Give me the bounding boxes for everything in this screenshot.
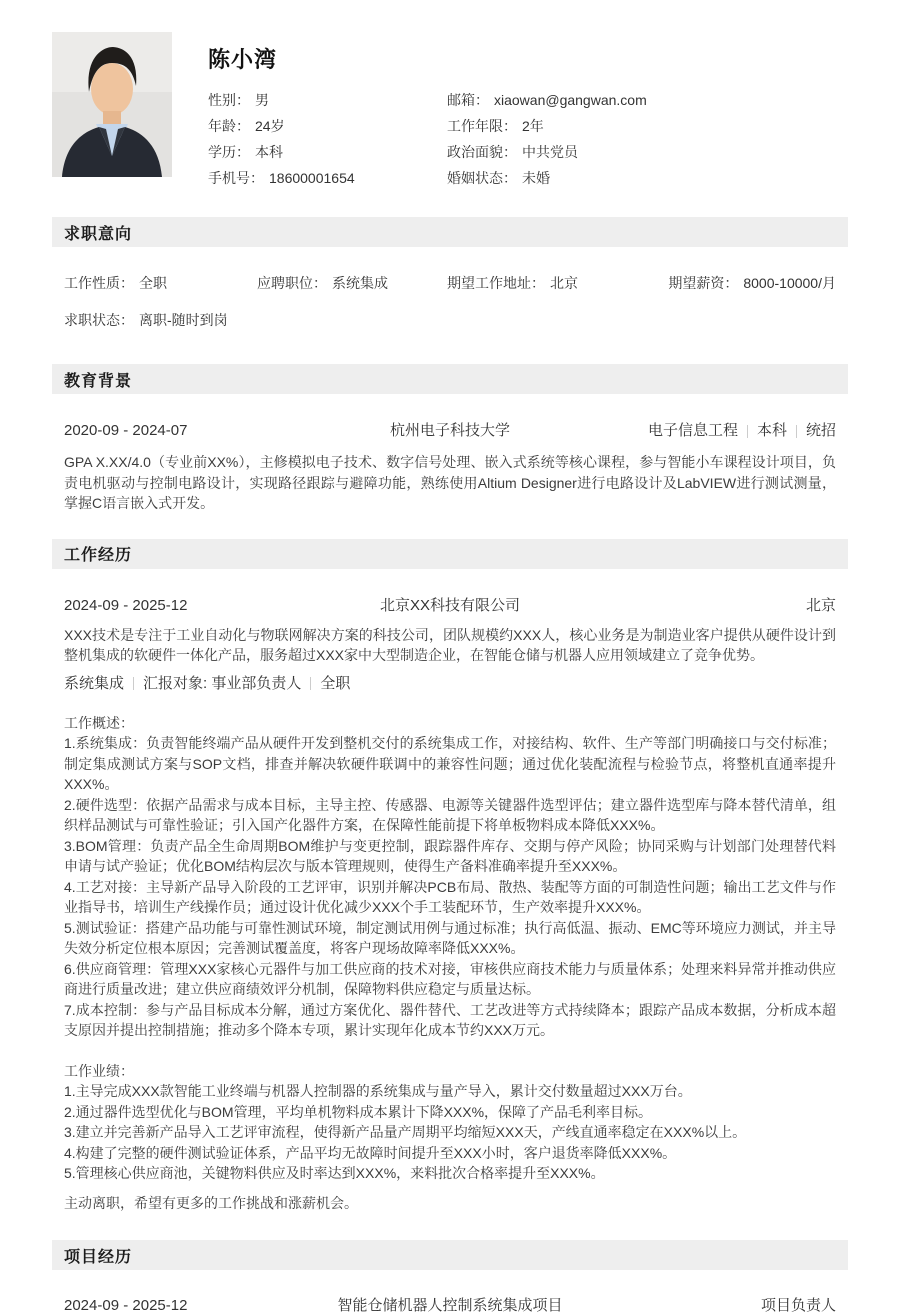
work-overview-block (64, 713, 836, 1041)
section-project-experience (52, 1240, 848, 1314)
project-body (52, 1298, 848, 1314)
education-body (52, 423, 848, 514)
work-achievement-item: 2.通过器件选型优化与BOM管理，平均单机物料成本累计下降XXX%，保障了产品毛利率目标。 (64, 1103, 653, 1120)
section-title: 工作经历 (64, 547, 133, 564)
company-intro: XXX技术是专注于工业自动化与物联网解决方案的科技公司，团队规模约XXX人，核心业务是为制造业客户提供从硬件设计到整机集成的软硬件一体化产品，服务超过XXX家中大型制造企业，在智能仓储与机器人应用领域建立了竞争优势。 (64, 626, 836, 663)
section-title-bar (52, 539, 848, 569)
work-overview-item: 7.成本控制：参与产品目标成本分解，通过方案优化、器件替代、工艺改进等方式持续降本；跟踪产品成本数据，分析成本超支原因并提出控制措施；推动多个降本专项，累计实现年化成本节约XXX万元。 (64, 1001, 836, 1038)
work-overview-item: 1.系统集成：负责智能终端产品从硬件开发到整机交付的系统集成工作，对接结构、软件、生产等部门明确接口与交付标准；制定集成测试方案与SOP文档，排查并解决软硬件联调中的兼容性问题；通过优化装配流程与检验节点，将整机直通率提升XXX%。 (64, 735, 836, 792)
section-title-bar (52, 217, 848, 247)
section-title-bar (52, 364, 848, 394)
project-name: 智能仓储机器人控制系统集成项目 (337, 1297, 563, 1314)
work-overview-item: 2.硬件选型：依据产品需求与成本目标，主导主控、传感器、电源等关键器件选型评估；建立器件选型库与降本替代清单，组织样品测试与可靠性验证；引入国产化器件方案，在保障性能前提下将单板物料成本降低XXX%。 (64, 796, 836, 833)
intent-location: 期望工作地址： 北京 (447, 275, 578, 291)
work-achievement-item: 4.构建了完整的硬件测试验证体系，产品平均无故障时间提升至XXX小时，客户退货率降低XXX%。 (64, 1144, 677, 1161)
header-info (208, 32, 848, 185)
field-gender: 性别： 男 (208, 92, 269, 108)
field-marital-status: 婚姻状态： 未婚 (447, 170, 550, 186)
work-overview-item: 4.工艺对接：主导新产品导入阶段的工艺评审，识别并解决PCB布局、散热、装配等方面的可制造性问题；输出工艺文件与作业指导书，培训生产线操作员；通过设计优化减少XXX个手工装配环节，生产效率提升XXX%。 (64, 878, 836, 915)
work-overview-item: 3.BOM管理：负责产品全生命周期BOM维护与变更控制，跟踪器件库存、交期与停产风险；协同采购与计划部门处理替代料申请与试产验证；优化BOM结构层次与版本管理规则，使得生产备料准确率提升至XXX%。 (64, 837, 836, 874)
resume-header (52, 0, 848, 185)
work-meta-row (64, 598, 836, 614)
education-degree: 本科 (756, 422, 787, 439)
work-body (52, 598, 848, 1214)
education-meta-row (64, 423, 836, 439)
work-position: 系统集成 (64, 674, 125, 692)
profile-photo (52, 32, 172, 177)
section-education (52, 364, 848, 514)
work-achievement-item: 3.建立并完善新产品导入工艺评审流程，使得新产品量产周期平均缩短XXX天，产线直通率稳定在XXX%以上。 (64, 1124, 747, 1140)
intent-position: 应聘职位： 系统集成 (257, 275, 388, 291)
work-overview-item: 5.测试验证：搭建产品功能与可靠性测试环境，制定测试用例与通过标准；执行高低温、振动、EMC等环境应力测试，并主导失效分析定位根本原因；完善测试覆盖度，将客户现场故障率降低XXX%。 (64, 919, 836, 956)
section-title-bar (52, 1240, 848, 1270)
field-age: 年龄： 24岁 (208, 118, 285, 134)
section-title: 项目经历 (64, 1248, 133, 1266)
field-political-status: 政治面貌： 中共党员 (447, 144, 578, 160)
education-school: 杭州电子科技大学 (389, 422, 510, 439)
portrait-image (52, 32, 172, 177)
work-overview-item: 6.供应商管理：管理XXX家核心元器件与加工供应商的技术对接，审核供应商技术能力与质量体系；处理来料异常并推动供应商进行质量改进；建立供应商绩效评分机制，保障物料供应稳定与质量达标。 (64, 960, 836, 997)
leave-reason: 主动离职，希望有更多的工作挑战和涨薪机会。 (64, 1194, 358, 1211)
divider (747, 425, 748, 438)
work-location: 北京 (805, 596, 836, 614)
work-achievements-block (64, 1061, 836, 1184)
education-period: 2020-09 - 2024-07 (64, 422, 188, 439)
work-report-to: 汇报对象: 事业部负责人 (143, 674, 302, 692)
intent-status: 求职状态： 离职-随时到岗 (64, 312, 228, 328)
work-achievement-item: 5.管理核心供应商池，关键物料供应及时率达到XXX%，来料批次合格率提升至XXX%。 (64, 1165, 605, 1181)
work-achievements-title: 工作业绩： (64, 1062, 134, 1079)
intent-salary: 期望薪资： 8000-10000/月 (668, 275, 836, 291)
work-job-type: 全职 (320, 674, 351, 692)
section-job-intention (52, 217, 848, 328)
section-title: 求职意向 (64, 225, 133, 243)
work-achievement-item: 1.主导完成XXX款智能工业终端与机器人控制器的系统集成与量产导入，累计交付数量超过XXX万台。 (64, 1083, 692, 1099)
education-description: GPA X.XX/4.0（专业前XX%），主修模拟电子技术、数字信号处理、嵌入式系统等核心课程，参与智能小车课程设计项目，负责电机驱动与控制电路设计，实现路径跟踪与避障功能，熟练使用Altium Designer进行电路设计及LabVIEW进行测试测量，掌握C语言嵌入式开发。 (64, 454, 836, 511)
intent-work-type: 工作性质： 全职 (64, 275, 167, 291)
divider (796, 425, 797, 438)
divider (133, 677, 134, 690)
job-intention-body (52, 276, 848, 328)
project-meta-row (64, 1298, 836, 1314)
job-intention-row (64, 276, 836, 291)
section-title: 教育背景 (64, 372, 133, 390)
field-email: 邮箱： xiaowan@gangwan.com (447, 92, 647, 108)
field-phone: 手机号： 18600001654 (208, 170, 355, 186)
divider (310, 677, 311, 690)
project-period: 2024-09 - 2025-12 (64, 1297, 188, 1314)
education-enroll-type: 统招 (805, 422, 836, 439)
work-company: 北京XX科技有限公司 (379, 596, 520, 614)
candidate-name: 陈小湾 (208, 47, 278, 72)
field-degree: 学历： 本科 (208, 144, 283, 160)
section-work-experience (52, 539, 848, 1214)
field-experience-years: 工作年限： 2年 (447, 118, 544, 134)
work-period: 2024-09 - 2025-12 (64, 596, 188, 614)
project-role: 项目负责人 (760, 1297, 836, 1314)
education-tags (510, 423, 836, 439)
basic-info-grid (208, 93, 848, 185)
work-position-row (64, 676, 836, 692)
work-overview-title: 工作概述： (64, 714, 134, 731)
education-major: 电子信息工程 (647, 422, 738, 439)
